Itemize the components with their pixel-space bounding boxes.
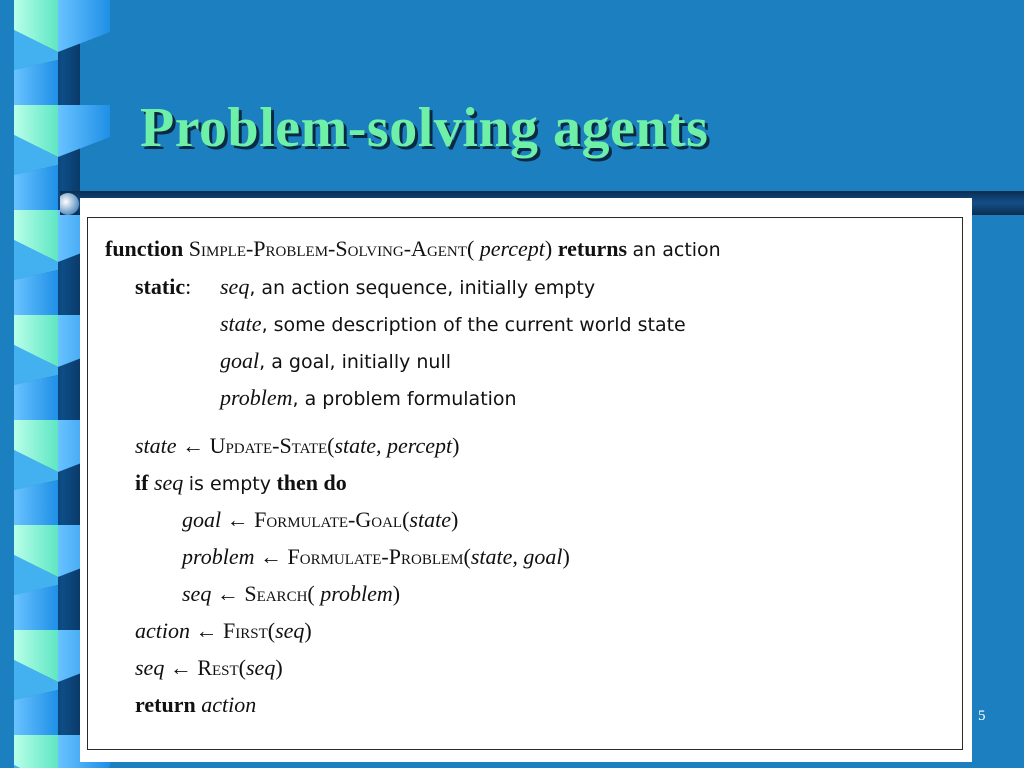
var-description: , an action sequence, initially empty <box>249 277 596 299</box>
assign-target: goal <box>182 507 222 532</box>
code-line-formulate-problem: problem ← Formulate-Problem(state, goal) <box>182 544 570 569</box>
function-name: Simple-Problem-Solving-Agent <box>188 236 467 261</box>
call-args: state, goal <box>470 544 563 569</box>
code-line-update-state: state ← Update-State(state, percept) <box>135 433 460 458</box>
assign-target: state <box>135 433 177 458</box>
code-line-rest: seq ← Rest(seq) <box>135 655 283 680</box>
function-argument: percept <box>479 236 545 261</box>
static-colon: : <box>185 274 192 299</box>
var-name: state <box>220 311 262 336</box>
call-args: problem <box>314 581 393 606</box>
call-name: Rest <box>197 655 239 680</box>
paren-close: ) <box>544 236 553 261</box>
var-description: , a goal, initially null <box>259 351 452 373</box>
assign-arrow: ← <box>211 581 245 606</box>
assign-arrow: ← <box>176 433 210 458</box>
paren-open: ( <box>466 236 475 261</box>
call-args: state, percept <box>334 433 453 458</box>
assign-arrow: ← <box>164 655 198 680</box>
slide-number: 5 <box>978 708 986 724</box>
static-var-state <box>220 311 686 338</box>
keyword-function: function <box>105 236 184 261</box>
algorithm-panel <box>80 198 972 762</box>
keyword-return: return <box>135 692 196 717</box>
var-description: , a problem formulation <box>292 388 517 410</box>
var-name: goal <box>220 348 260 373</box>
condition-var: seq <box>153 470 184 495</box>
slide-title: Problem-solving agents <box>140 97 709 159</box>
call-name: Update-State <box>209 433 328 458</box>
assign-target: problem <box>182 544 255 569</box>
static-var-seq <box>220 274 595 301</box>
code-line-formulate-goal: goal ← Formulate-Goal(state) <box>182 507 459 532</box>
return-description: an action <box>632 239 721 261</box>
call-args: seq <box>246 655 276 680</box>
assign-target: action <box>135 618 190 643</box>
call-name: First <box>223 618 268 643</box>
assign-arrow: ← <box>190 618 223 643</box>
call-args: state <box>409 507 451 532</box>
keyword-static: static <box>135 274 186 299</box>
keyword-if: if <box>135 470 149 495</box>
call-name: Search <box>244 581 308 606</box>
code-line-if <box>135 470 347 497</box>
var-name: problem <box>220 385 293 410</box>
static-declaration-row <box>135 274 191 300</box>
code-line-return <box>135 692 256 718</box>
code-line-search: seq ← Search( problem) <box>182 581 401 606</box>
keyword-returns: returns <box>557 236 628 261</box>
static-var-goal <box>220 348 451 375</box>
assign-arrow: ← <box>221 507 255 532</box>
call-name: Formulate-Goal <box>254 507 403 532</box>
return-value: action <box>201 692 257 717</box>
call-name: Formulate-Problem <box>287 544 464 569</box>
var-description: , some description of the current world state <box>261 314 686 336</box>
code-line-first: action ← First(seq) <box>135 618 312 643</box>
assign-target: seq <box>182 581 212 606</box>
assign-target: seq <box>135 655 165 680</box>
keyword-then-do: then do <box>276 470 347 495</box>
var-name: seq <box>220 274 250 299</box>
call-args: seq <box>275 618 305 643</box>
function-signature <box>105 236 721 263</box>
assign-arrow: ← <box>254 544 288 569</box>
condition-text: is empty <box>188 473 271 495</box>
static-var-problem <box>220 385 517 412</box>
